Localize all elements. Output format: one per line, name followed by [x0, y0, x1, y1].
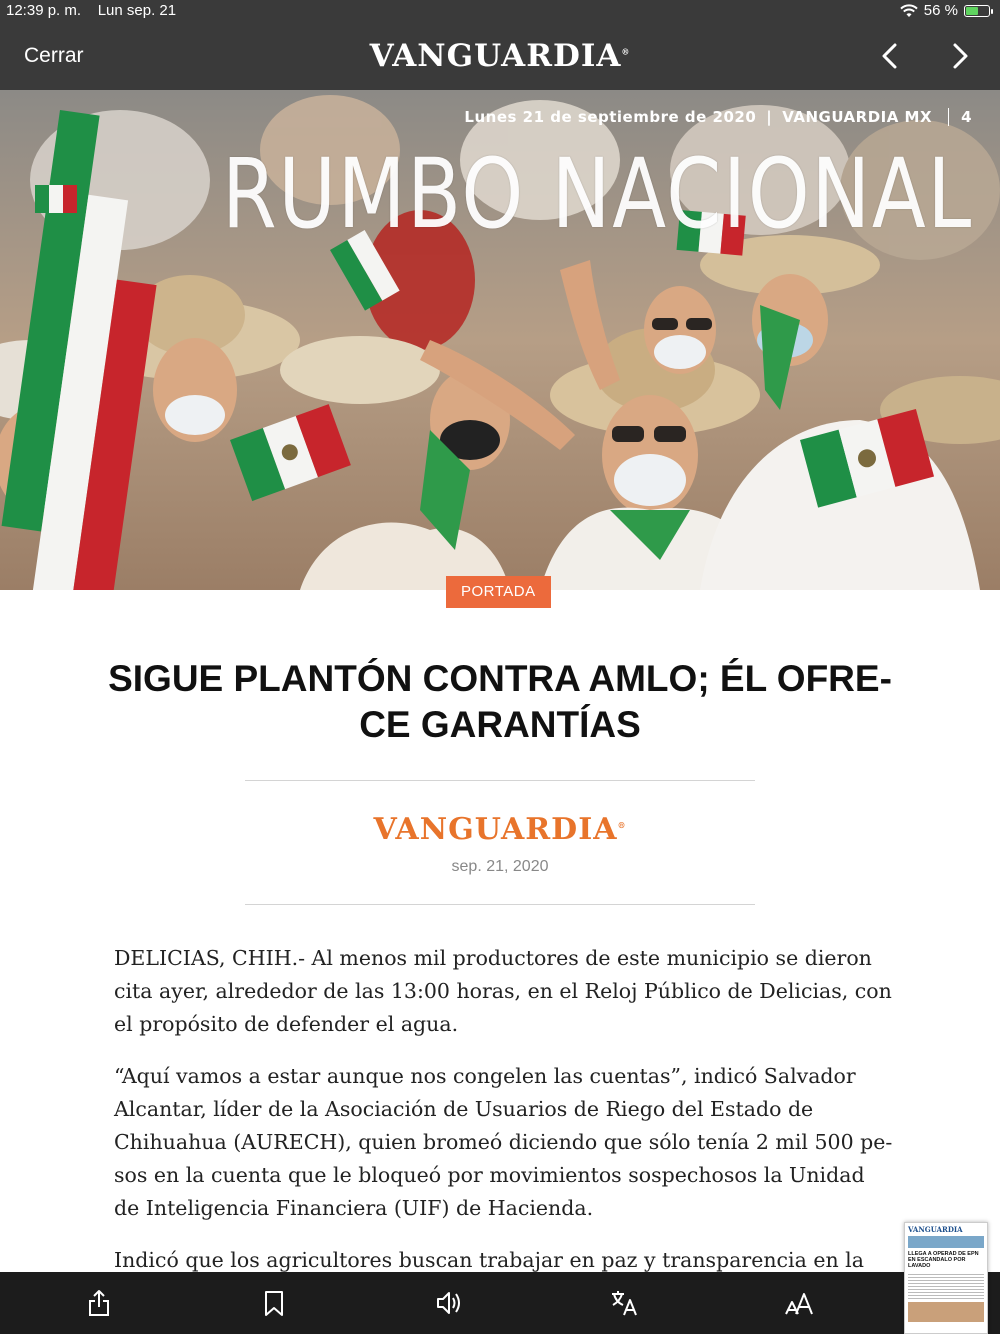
- translate-icon[interactable]: [609, 1288, 639, 1318]
- hero-dateline: [464, 108, 972, 126]
- publish-date: sep. 21, 2020: [451, 858, 549, 875]
- article-headline: [80, 656, 920, 748]
- hero-separator: |: [766, 108, 773, 126]
- nav-logo-text: VANGUARDIA: [369, 38, 622, 74]
- paragraph: “Aquí vamos a estar aunque nos congelen las cuentas”, indicó Salvador Alcantar, líder de la Asociación de Usuarios de Riego del Estado de Chihuahua (AURECH), quien bromeó diciendo que sólo tenía 2 mil 500 pe-sos en la cuenta que le bloqueó por movimientos sospechosos la Unidad de Inteligencia Financiera (UIF) de Hacienda.: [114, 1064, 893, 1220]
- hero-date: Lunes 21 de septiembre de 2020: [464, 108, 757, 126]
- nav-logo: VANGUARDIA®: [369, 38, 631, 74]
- chevron-left-icon[interactable]: [876, 40, 904, 72]
- status-time-date: [6, 2, 176, 19]
- status-date: Lun sep. 21: [97, 2, 177, 19]
- chevron-right-icon[interactable]: [946, 40, 974, 72]
- hero-page-number: 4: [948, 108, 972, 126]
- close-button[interactable]: Cerrar: [24, 44, 84, 67]
- status-time: 12:39 p. m.: [6, 2, 82, 19]
- headline-line-1: SIGUE PLANTÓN CONTRA AMLO; ÉL OFRE-: [108, 658, 892, 699]
- source-logo-text: VANGUARDIA: [373, 812, 618, 847]
- thumbnail-photo: [908, 1302, 984, 1322]
- battery-percent: 56 %: [923, 2, 958, 19]
- hero-image[interactable]: [0, 90, 1000, 590]
- status-indicators: [900, 2, 990, 19]
- battery-icon: [964, 5, 990, 17]
- article-body: [114, 942, 894, 1329]
- thumbnail-headline: LLEGA A OPERAD DE EPN EN ESCANDALO POR LAVADO: [908, 1251, 979, 1269]
- text-size-icon[interactable]: [784, 1288, 814, 1318]
- section-title: RUMBO NACIONAL: [222, 138, 973, 250]
- nav-bar: [0, 22, 1000, 90]
- divider-bottom: [245, 904, 755, 905]
- bottom-toolbar: [0, 1272, 1000, 1334]
- paragraph: Indicó que los agricultores buscan trabajar en paz y transparencia en la: [114, 1248, 864, 1272]
- divider-top: [245, 780, 755, 781]
- thumbnail-logo: VANGUARDIA: [908, 1225, 963, 1234]
- hero-publication: VANGUARDIA MX: [782, 108, 933, 126]
- headline-line-2: CE GARANTÍAS: [359, 704, 641, 745]
- thumbnail-image: [908, 1236, 984, 1248]
- thumbnail-text: [908, 1272, 984, 1300]
- paragraph: DELICIAS, CHIH.- Al menos mil productores de este municipio se dieron cita ayer, alrededor de las 13:00 horas, en el Reloj Público de Delicias, con el propósito de defender el agua.: [114, 946, 892, 1036]
- source-logo: VANGUARDIA®: [373, 812, 627, 847]
- section-tag[interactable]: PORTADA: [446, 576, 551, 608]
- wifi-icon: [900, 4, 918, 18]
- status-bar: [0, 0, 1000, 22]
- bookmark-icon[interactable]: [259, 1288, 289, 1318]
- page-thumbnail[interactable]: [904, 1222, 988, 1334]
- share-icon[interactable]: [84, 1288, 114, 1318]
- speaker-icon[interactable]: [434, 1288, 464, 1318]
